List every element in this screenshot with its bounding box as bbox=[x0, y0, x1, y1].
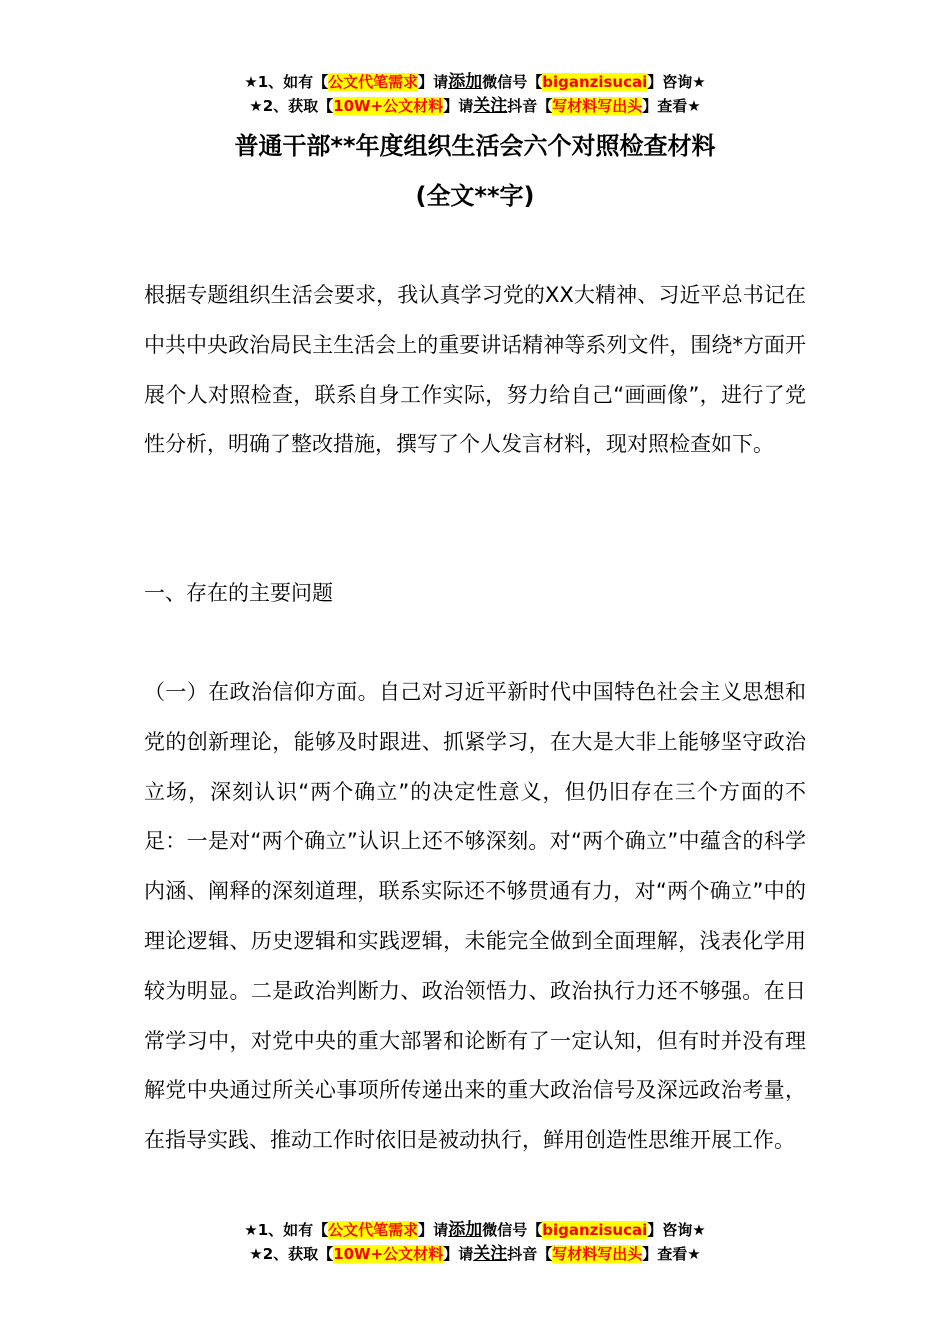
promo-underline: 添加 bbox=[448, 1220, 483, 1240]
promo-line-1 bbox=[0, 1218, 950, 1242]
intro-paragraph: 根据专题组织生活会要求，我认真学习党的XX大精神、习近平总书记在中共中央政治局民主生活会上的重要讲话精神等系列文件，围绕*方面开展个人对照检查，联系自身工作实际，努力给自己“画画像”，进行了党性分析，明确了整改措施，撰写了个人发言材料，现对照检查如下。 bbox=[144, 283, 806, 457]
promo-text: 】请 bbox=[418, 73, 449, 91]
promo-underline: 添加 bbox=[448, 72, 483, 92]
promo-line-2 bbox=[0, 94, 950, 118]
promo-text: ★2、获取【 bbox=[249, 97, 334, 115]
document-subtitle: (全文**字) bbox=[415, 182, 535, 210]
promo-text: 】查看★ bbox=[642, 1245, 701, 1263]
promo-text: ★1、如有【 bbox=[244, 73, 329, 91]
promo-line-2 bbox=[0, 1242, 950, 1266]
promo-text: 】请 bbox=[443, 1245, 474, 1263]
section-heading: 一、存在的主要问题 bbox=[144, 581, 333, 605]
promo-underline: 关注 bbox=[473, 1244, 508, 1264]
promo-highlight-wechat-id: biganzisucai bbox=[542, 73, 648, 91]
promo-highlight-douyin-id: 写材料写出头 bbox=[552, 1245, 643, 1263]
promo-highlight: 公文代笔需求 bbox=[328, 1221, 419, 1239]
promo-text: 抖音【 bbox=[507, 1245, 553, 1263]
promo-text: 】查看★ bbox=[642, 97, 701, 115]
document-title: 普通干部**年度组织生活会六个对照检查材料 bbox=[234, 132, 716, 160]
promo-text: 】请 bbox=[443, 97, 474, 115]
promo-banner-bottom bbox=[0, 1218, 950, 1266]
promo-highlight: 公文代笔需求 bbox=[328, 73, 419, 91]
section-paragraph: （一）在政治信仰方面。自己对习近平新时代中国特色社会主义思想和党的创新理论，能够及时跟进、抓紧学习，在大是大非上能够坚守政治立场，深刻认识“两个确立”的决定性意义，但仍旧存在三个方面的不足：一是对“两个确立”认识上还不够深刻。对“两个确立”中蕴含的科学内涵、阐释的深刻道理，联系实际还不够贯通有力，对“两个确立”中的理论逻辑、历史逻辑和实践逻辑，未能完全做到全面理解，浅表化学用较为明显。二是政治判断力、政治领悟力、政治执行力还不够强。在日常学习中，对党中央的重大部署和论断有了一定认知，但有时并没有理解党中央通过所关心事项所传递出来的重大政治信号及深远政治考量，在指导实践、推动工作时依旧是被动执行，鲜用创造性思维开展工作。 bbox=[144, 680, 806, 1153]
promo-text: 】咨询★ bbox=[647, 1221, 706, 1239]
promo-line-1 bbox=[0, 70, 950, 94]
promo-highlight-wechat-id: biganzisucai bbox=[542, 1221, 648, 1239]
promo-text: 微信号【 bbox=[482, 73, 543, 91]
promo-highlight: 10W+公文材料 bbox=[333, 1245, 444, 1263]
promo-text: 】咨询★ bbox=[647, 73, 706, 91]
promo-text: ★1、如有【 bbox=[244, 1221, 329, 1239]
promo-text: 微信号【 bbox=[482, 1221, 543, 1239]
promo-highlight: 10W+公文材料 bbox=[333, 97, 444, 115]
promo-text: 抖音【 bbox=[507, 97, 553, 115]
promo-text: 】请 bbox=[418, 1221, 449, 1239]
promo-text: ★2、获取【 bbox=[249, 1245, 334, 1263]
promo-banner-top bbox=[0, 70, 950, 118]
promo-underline: 关注 bbox=[473, 96, 508, 116]
promo-highlight-douyin-id: 写材料写出头 bbox=[552, 97, 643, 115]
